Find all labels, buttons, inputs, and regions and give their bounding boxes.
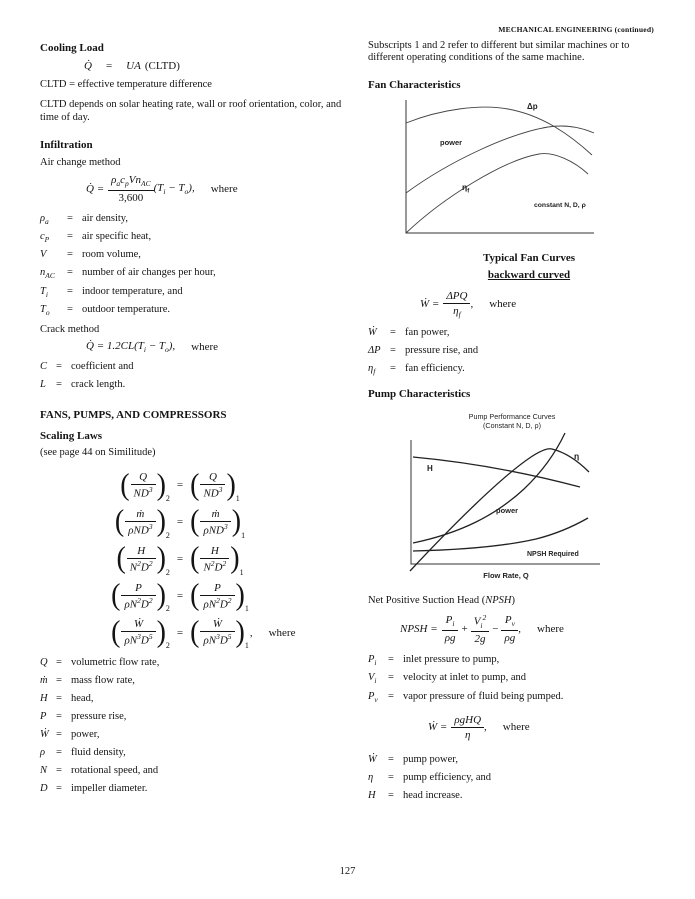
equals-sign: = <box>176 516 184 529</box>
subscript-2: 2 <box>165 530 170 540</box>
subscript-1: 1 <box>244 604 249 614</box>
crack-method-equation <box>86 340 370 354</box>
definition-equals: = <box>67 304 73 316</box>
eq-rhs: $(T_i - T_o)$, <box>153 181 195 196</box>
definition-symbol: P <box>40 711 47 723</box>
subscript-1: 1 <box>235 493 240 503</box>
definition-equals: = <box>388 653 394 665</box>
equals-sign: = <box>176 626 184 639</box>
definition-row <box>40 304 370 317</box>
definition-equals: = <box>67 285 73 297</box>
definition-equals: = <box>67 212 73 224</box>
air-change-method-label: Air change method <box>40 156 121 168</box>
pump-power-curve-label: power <box>496 506 519 516</box>
definition-row <box>368 672 664 685</box>
scaling-equation-row <box>52 541 308 577</box>
definition-symbol: Ẇ <box>368 754 377 766</box>
definition-symbol: $\rho_a$ <box>40 212 49 226</box>
definition-equals: = <box>56 711 62 723</box>
fan-characteristics-chart <box>396 96 656 238</box>
scaling-equation-row <box>52 578 308 614</box>
definition-symbol: ṁ <box>40 675 48 687</box>
close-paren: ) <box>156 541 166 576</box>
definition-row <box>368 345 664 358</box>
fan-power-equation <box>420 290 664 320</box>
fan-efficiency-curve-label: $\eta_f$ <box>462 181 470 195</box>
similitude-note: (see page 44 on Similitude) <box>40 446 156 458</box>
equals-sign: = <box>176 479 184 492</box>
definition-text: fan power, <box>405 327 450 339</box>
definition-equals: = <box>56 765 62 777</box>
eq-paren: (CLTD) <box>144 60 180 73</box>
definition-text: fluid density, <box>71 747 126 759</box>
comma: , <box>249 626 253 639</box>
definition-row <box>368 790 664 803</box>
power-curve-label: power <box>440 137 463 147</box>
pump-efficiency-curve-label: η <box>574 451 580 462</box>
fraction <box>451 714 484 741</box>
page-header: MECHANICAL ENGINEERING (continued) <box>498 25 654 34</box>
definition-text: rotational speed, and <box>71 765 159 777</box>
denominator: $N^2D^2$ <box>127 558 156 574</box>
definition-row <box>40 783 370 796</box>
numerator: ṁ <box>136 507 145 520</box>
where-label: where <box>537 623 564 636</box>
open-paren: ( <box>116 541 126 576</box>
scaling-equation-row <box>52 468 308 503</box>
npsh-curve <box>413 518 588 551</box>
definition-text: room volume, <box>82 249 141 261</box>
subscript-1: 1 <box>239 567 244 577</box>
air-change-equation <box>86 174 370 204</box>
where-label: where <box>502 721 530 734</box>
definition-text: pressure rise, <box>71 711 127 723</box>
close-paren: ) <box>235 578 245 613</box>
open-paren: ( <box>111 578 121 613</box>
definition-symbol: $T_o$ <box>40 304 50 318</box>
denominator: η <box>451 727 484 741</box>
comma: , <box>470 298 474 311</box>
pump-chart-title: Pump Performance Curves <box>468 412 556 422</box>
definition-row <box>40 657 370 670</box>
numerator: Ẇ <box>212 618 223 631</box>
denominator: $\rho N^3D^5$ <box>121 631 155 647</box>
pump-characteristics-chart <box>396 407 646 585</box>
fan-efficiency-curve <box>406 153 588 232</box>
definition-symbol: $c_P$ <box>40 231 50 245</box>
definition-text: pressure rise, and <box>405 345 479 357</box>
definition-row <box>40 213 370 226</box>
denominator: ρg <box>442 630 459 644</box>
definition-symbol: $n_{AC}$ <box>40 267 55 281</box>
definition-symbol: V <box>40 249 47 261</box>
left-column <box>40 34 370 801</box>
subscript-2: 2 <box>165 493 170 503</box>
definition-symbol: η <box>368 772 374 784</box>
numerator: P <box>214 581 221 594</box>
open-paren: ( <box>111 615 121 650</box>
definition-row <box>40 267 370 280</box>
dp-curve-label: Δp <box>527 101 538 111</box>
definition-text: volumetric flow rate, <box>71 657 160 669</box>
equals-sign: = <box>176 589 184 602</box>
definition-row <box>40 379 370 392</box>
definition-symbol: ΔP <box>368 345 381 357</box>
cltd-definition: CLTD = effective temperature difference <box>40 79 212 91</box>
definition-symbol: Ẇ <box>368 327 377 339</box>
definition-equals: = <box>390 327 396 339</box>
head-curve-label: H <box>427 464 433 474</box>
definition-symbol: L <box>40 378 46 390</box>
dp-curve <box>406 107 592 155</box>
definition-symbol: C <box>40 360 48 372</box>
definition-text: outdoor temperature. <box>82 304 171 316</box>
definition-row <box>40 231 370 244</box>
open-paren: ( <box>120 468 130 502</box>
constant-annotation: constant N, D, ρ <box>534 201 586 209</box>
crack-definitions <box>40 361 370 392</box>
definition-row <box>368 327 664 340</box>
close-paren: ) <box>156 505 166 539</box>
fan-chart-axes <box>406 100 594 233</box>
definition-text: number of air changes per hour, <box>82 267 216 279</box>
definition-symbol: $P_v$ <box>368 690 378 704</box>
definition-symbol: $P_i$ <box>368 653 377 667</box>
definition-equals: = <box>67 249 73 261</box>
npsh-heading: Net Positive Suction Head (NPSH) <box>368 595 515 607</box>
definition-symbol: D <box>40 783 48 795</box>
open-paren: ( <box>190 468 200 502</box>
numerator: P <box>135 581 142 594</box>
definition-text: pump efficiency, and <box>403 772 492 784</box>
numerator: Q <box>139 471 148 483</box>
subscript-1: 1 <box>244 641 249 651</box>
definition-equals: = <box>390 345 396 357</box>
scaling-equation-row <box>52 505 308 540</box>
close-paren: ) <box>235 615 245 650</box>
close-paren: ) <box>230 541 240 576</box>
npsh-equation <box>400 614 664 645</box>
open-paren: ( <box>190 578 200 613</box>
definition-row <box>40 693 370 706</box>
denominator: $\rho N^3D^5$ <box>200 631 234 647</box>
denominator: ρND$^3$ <box>200 521 230 537</box>
definition-text: crack length. <box>71 378 126 390</box>
definition-equals: = <box>388 672 394 684</box>
definition-equals: = <box>56 729 62 741</box>
close-paren: ) <box>156 578 166 613</box>
definition-text: velocity at inlet to pump, and <box>403 672 527 684</box>
definition-equals: = <box>56 378 62 390</box>
definition-equals: = <box>56 693 62 705</box>
subscript-2: 2 <box>165 567 170 577</box>
denominator: ρg <box>501 630 518 644</box>
open-paren: ( <box>114 505 125 539</box>
fan-characteristics-heading: Fan Characteristics <box>368 79 461 92</box>
definition-equals: = <box>56 360 62 372</box>
infiltration-heading: Infiltration <box>40 138 93 151</box>
numerator: $P_v$ <box>504 614 515 629</box>
minus-sign: − <box>492 623 499 636</box>
crack-method-label: Crack method <box>40 323 100 335</box>
subscript-2: 2 <box>165 604 170 614</box>
definition-text: inlet pressure to pump, <box>403 653 500 665</box>
open-paren: ( <box>190 505 200 539</box>
definition-text: head increase. <box>403 790 463 802</box>
subscript-2: 2 <box>165 641 170 651</box>
fan-curves-caption: Typical Fan Curves <box>482 251 576 264</box>
scaling-definitions <box>40 657 370 796</box>
definition-equals: = <box>56 747 62 759</box>
where-label: where <box>191 340 219 353</box>
denominator: $\rho N^2D^2$ <box>121 595 155 611</box>
fraction <box>471 614 490 645</box>
definition-symbol: Ẇ <box>40 729 49 741</box>
eq-var: UA <box>126 60 141 73</box>
close-paren: ) <box>156 615 166 650</box>
definition-symbol: $V_i$ <box>368 672 377 686</box>
subscripts-paragraph: Subscripts 1 and 2 refer to different but similar machines or to different operating conditions of the same machine. <box>368 40 630 64</box>
eq-lhs: NPSH = <box>400 623 438 636</box>
denominator: ρND$^3$ <box>125 521 155 537</box>
open-paren: ( <box>190 615 200 650</box>
definition-text: mass flow rate, <box>71 675 135 687</box>
definition-row <box>368 691 664 704</box>
definition-row <box>368 754 664 767</box>
denominator: $\eta_f$ <box>443 303 470 319</box>
pump-power-curve <box>413 433 565 543</box>
right-column <box>368 34 664 808</box>
definition-equals: = <box>388 690 394 702</box>
npsh-definitions <box>368 654 664 704</box>
definition-text: power, <box>71 729 100 741</box>
numerator: ṁ <box>211 507 220 520</box>
definition-row <box>40 765 370 778</box>
backward-curved-caption: backward curved <box>487 268 571 281</box>
definition-row <box>368 654 664 667</box>
definition-text: air density, <box>82 212 128 224</box>
numerator: Q <box>208 471 217 483</box>
definition-row <box>40 747 370 760</box>
numerator: H <box>210 544 219 557</box>
comma: , <box>518 623 522 636</box>
pump-chart-axes <box>411 440 600 564</box>
definition-equals: = <box>56 675 62 687</box>
definition-text: air specific heat, <box>82 231 152 243</box>
definition-row <box>40 249 370 262</box>
eq-lhs: Q̇ = <box>86 182 105 195</box>
eq-lhs: Ẇ = <box>420 298 440 311</box>
close-paren: ) <box>226 468 236 502</box>
definition-row <box>40 286 370 299</box>
definition-symbol: $T_i$ <box>40 285 48 299</box>
close-paren: ) <box>156 468 166 502</box>
pump-chart-xlabel: Flow Rate, Q <box>483 571 529 581</box>
definition-equals: = <box>388 772 394 784</box>
definition-symbol: H <box>40 693 48 705</box>
numerator: ρgHQ <box>454 713 482 726</box>
open-paren: ( <box>190 541 200 576</box>
denominator: $ND^3$ <box>131 484 156 500</box>
definition-row <box>368 363 664 376</box>
cooling-load-heading: Cooling Load <box>40 42 104 54</box>
npsh-curve-label: NPSH Required <box>527 551 579 559</box>
definition-equals: = <box>67 267 73 279</box>
fraction <box>108 174 154 204</box>
definition-symbol: $\eta_f$ <box>368 363 376 377</box>
definition-text: fan efficiency. <box>405 363 465 375</box>
equals-sign: = <box>176 553 184 566</box>
fraction <box>443 290 470 320</box>
pump-power-equation <box>428 714 664 741</box>
denominator: $N^2D^2$ <box>200 558 229 574</box>
where-label: where <box>268 626 296 639</box>
scaling-law-equations <box>40 468 370 651</box>
definition-text: pump power, <box>403 754 458 766</box>
numerator: $V_i^2$ <box>473 612 487 630</box>
scaling-laws-heading: Scaling Laws <box>40 429 103 442</box>
definition-row <box>368 772 664 785</box>
head-curve <box>413 457 580 487</box>
denominator: 3,600 <box>108 190 154 204</box>
definition-text: coefficient and <box>71 360 134 372</box>
definition-symbol: N <box>40 765 48 777</box>
definition-text: vapor pressure of fluid being pumped. <box>403 690 564 702</box>
cooling-load-equation <box>84 60 370 72</box>
definition-row <box>40 711 370 724</box>
definition-equals: = <box>390 363 396 375</box>
pump-characteristics-heading: Pump Characteristics <box>368 388 471 401</box>
definition-symbol: Q <box>40 657 48 669</box>
pump-definitions <box>368 754 664 803</box>
numerator: $P_i$ <box>445 614 455 629</box>
fraction <box>501 614 518 644</box>
air-change-definitions <box>40 213 370 318</box>
comma: , <box>484 721 487 734</box>
denominator: $ND^3$ <box>200 484 225 500</box>
fans-pumps-compressors-heading: FANS, PUMPS, AND COMPRESSORS <box>40 408 227 421</box>
plus-sign: + <box>461 623 468 636</box>
fan-definitions <box>368 327 664 376</box>
definition-text: impeller diameter. <box>71 783 148 795</box>
definition-equals: = <box>67 231 73 243</box>
cltd-paragraph: CLTD depends on solar heating rate, wall or roof orientation, color, and time of day. <box>40 99 342 123</box>
where-label: where <box>489 298 517 311</box>
eq-lhs: Q̇ <box>84 60 92 73</box>
definition-row <box>40 361 370 374</box>
definition-text: indoor temperature, and <box>82 285 183 297</box>
eq-body: Q̇ = $1.2CL(T_i - T_o)$, <box>86 339 176 354</box>
eq-lhs: Ẇ = <box>428 721 448 734</box>
numerator: ΔPQ <box>446 289 468 302</box>
pump-chart-subtitle: (Constant N, D, ρ) <box>482 421 542 431</box>
definition-equals: = <box>388 754 394 766</box>
denominator: $\rho N^2D^2$ <box>200 595 234 611</box>
numerator: Ẇ <box>133 618 144 631</box>
numerator: H <box>137 544 146 557</box>
definition-equals: = <box>56 783 62 795</box>
subscript-1: 1 <box>241 530 246 540</box>
page-number: 127 <box>339 866 356 877</box>
fraction <box>442 614 459 644</box>
denominator: 2g <box>471 631 490 645</box>
numerator: $\rho_ac_pVn_{AC}$ <box>111 174 151 189</box>
definition-row <box>40 675 370 688</box>
eq-sign: = <box>105 60 113 73</box>
scaling-equation-row <box>52 615 308 651</box>
definition-row <box>40 729 370 742</box>
definition-equals: = <box>56 657 62 669</box>
definition-symbol: H <box>368 790 376 802</box>
definition-symbol: ρ <box>40 747 46 759</box>
definition-text: head, <box>71 693 94 705</box>
definition-equals: = <box>388 790 394 802</box>
where-label: where <box>210 182 238 195</box>
close-paren: ) <box>231 505 242 539</box>
